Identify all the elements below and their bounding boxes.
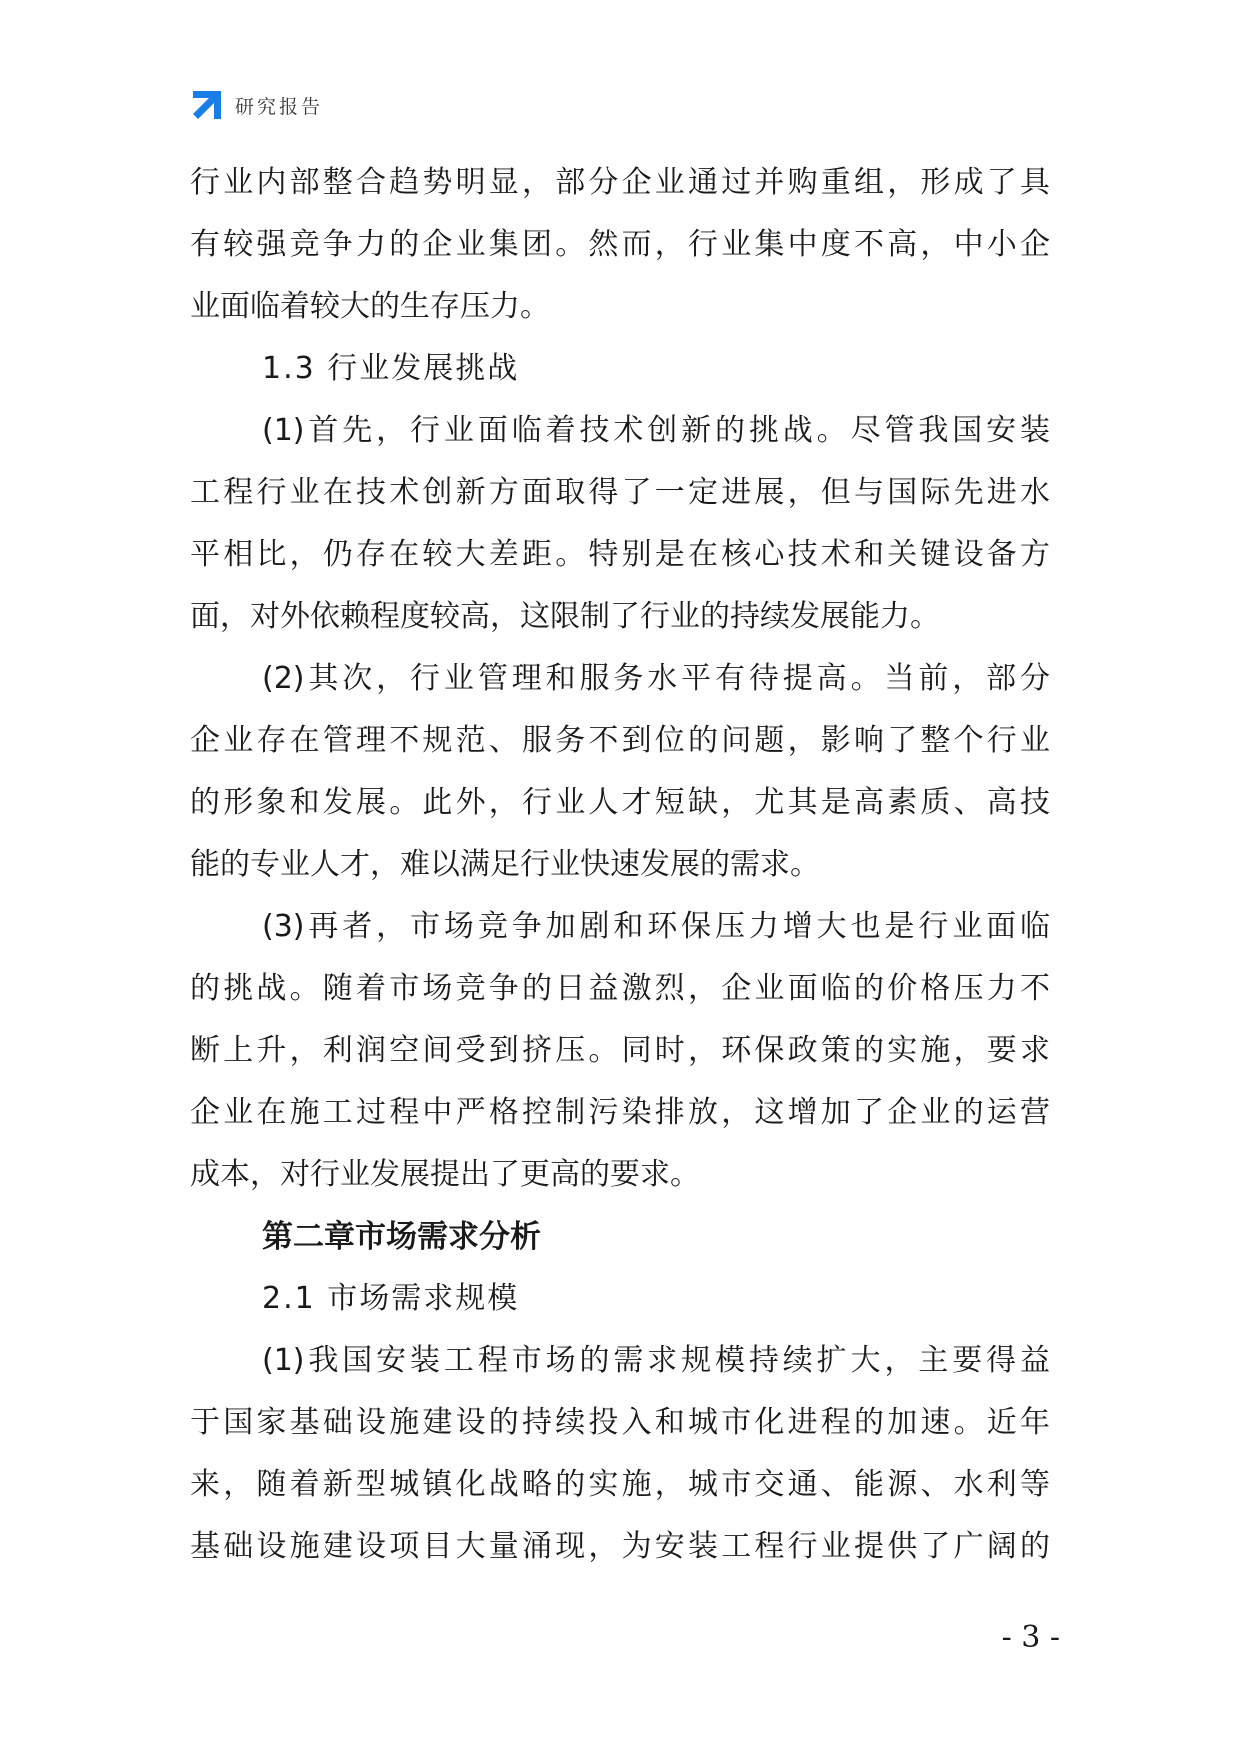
text-line: 于国家基础设施建设的持续投入和城市化进程的加速。近年: [190, 1405, 1050, 1440]
text-line: 面，对外依赖程度较高，这限制了行业的持续发展能力。: [190, 599, 940, 634]
text-line: (2)其次，行业管理和服务水平有待提高。当前，部分: [262, 661, 1050, 696]
page-number: - 3 -: [1001, 1620, 1060, 1655]
section-heading: 1.3 行业发展挑战: [262, 351, 520, 386]
text-line: 来，随着新型城镇化战略的实施，城市交通、能源、水利等: [190, 1467, 1050, 1502]
text-line: 企业存在管理不规范、服务不到位的问题，影响了整个行业: [190, 723, 1050, 758]
chapter-heading: 第二章市场需求分析: [262, 1219, 541, 1255]
page-header: [190, 88, 323, 122]
text-line: 业面临着较大的生存压力。: [190, 289, 550, 324]
text-line: 基础设施建设项目大量涌现，为安装工程行业提供了广阔的: [190, 1529, 1050, 1564]
text-line: (3)再者，市场竞争加剧和环保压力增大也是行业面临: [262, 909, 1050, 944]
section-heading: 2.1 市场需求规模: [262, 1281, 520, 1316]
text-line: 平相比，仍存在较大差距。特别是在核心技术和关键设备方: [190, 537, 1050, 572]
text-line: 成本，对行业发展提出了更高的要求。: [190, 1157, 700, 1192]
text-line: (1)我国安装工程市场的需求规模持续扩大，主要得益: [262, 1343, 1050, 1378]
text-line: 的挑战。随着市场竞争的日益激烈，企业面临的价格压力不: [190, 971, 1050, 1006]
text-line: 有较强竞争力的企业集团。然而，行业集中度不高，中小企: [190, 227, 1050, 262]
document-body: [190, 152, 1050, 1578]
text-line: 能的专业人才，难以满足行业快速发展的需求。: [190, 847, 820, 882]
text-line: 工程行业在技术创新方面取得了一定进展，但与国际先进水: [190, 475, 1050, 510]
text-line: 行业内部整合趋势明显，部分企业通过并购重组，形成了具: [190, 165, 1050, 200]
text-line: 断上升，利润空间受到挤压。同时，环保政策的实施，要求: [190, 1033, 1050, 1068]
header-title: 研究报告: [235, 95, 324, 118]
arrow-logo-icon: [190, 88, 224, 122]
text-line: 的形象和发展。此外，行业人才短缺，尤其是高素质、高技: [190, 785, 1050, 820]
text-line: 企业在施工过程中严格控制污染排放，这增加了企业的运营: [190, 1095, 1050, 1130]
text-line: (1)首先，行业面临着技术创新的挑战。尽管我国安装: [262, 413, 1050, 448]
